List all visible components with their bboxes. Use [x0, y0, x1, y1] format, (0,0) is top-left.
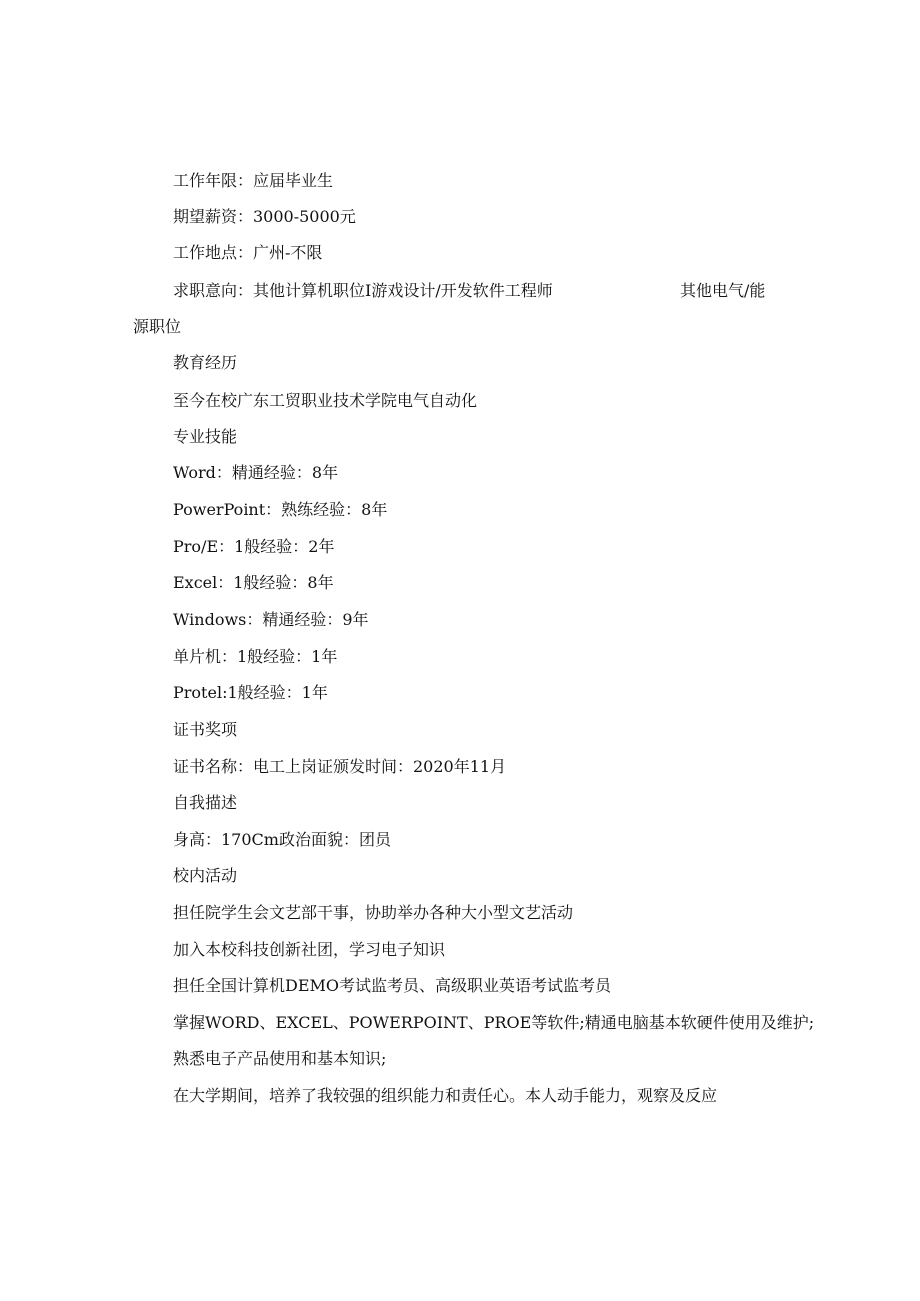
activity-6: 在大学期间，培养了我较强的组织能力和责任心。本人动手能力，观察及反应 [173, 1086, 718, 1105]
skill-protel: Protel:1般经验：1年 [173, 683, 328, 702]
job-intention-wrap: 源职位 [133, 317, 182, 336]
activity-1: 担任院学生会文艺部干事，协助举办各种大小型文艺活动 [173, 903, 574, 922]
skill-powerpoint: PowerPoint：熟练经验：8年 [173, 500, 388, 519]
job-intention-continued: 其他电气/能 [680, 281, 766, 300]
certificates-heading: 证书奖项 [173, 720, 238, 739]
self-description-heading: 自我描述 [173, 793, 238, 812]
activity-5: 熟悉电子产品使用和基本知识; [173, 1049, 387, 1068]
activity-3: 担任全国计算机DEMO考试监考员、高级职业英语考试监考员 [173, 976, 612, 995]
skills-heading: 专业技能 [173, 427, 238, 446]
activity-4: 掌握WORD、EXCEL、POWERPOINT、PROE等软件;精通电脑基本软硬件使用及维护; [173, 1013, 815, 1032]
job-intention-line: 求职意向：其他计算机职位I游戏设计/开发软件工程师 [173, 281, 553, 300]
skill-mcu: 单片机：1般经验：1年 [173, 647, 338, 666]
skill-proe: Pro/E：1般经验：2年 [173, 537, 335, 556]
self-description-entry: 身高：170Cm政治面貌：团员 [173, 830, 391, 849]
education-heading: 教育经历 [173, 353, 238, 372]
education-entry: 至今在校广东工贸职业技术学院电气自动化 [173, 391, 478, 410]
skill-word: Word：精通经验：8年 [173, 463, 339, 482]
work-years-line: 工作年限：应届毕业生 [173, 171, 334, 190]
activity-2: 加入本校科技创新社团，学习电子知识 [173, 940, 446, 959]
expected-salary-line: 期望薪资：3000-5000元 [173, 207, 356, 226]
campus-activities-heading: 校内活动 [173, 866, 238, 885]
work-location-line: 工作地点：广州-不限 [173, 243, 323, 262]
skill-excel: Excel：1般经验：8年 [173, 573, 334, 592]
certificate-entry: 证书名称：电工上岗证颁发时间：2020年11月 [173, 757, 507, 776]
skill-windows: Windows：精通经验：9年 [173, 610, 369, 629]
